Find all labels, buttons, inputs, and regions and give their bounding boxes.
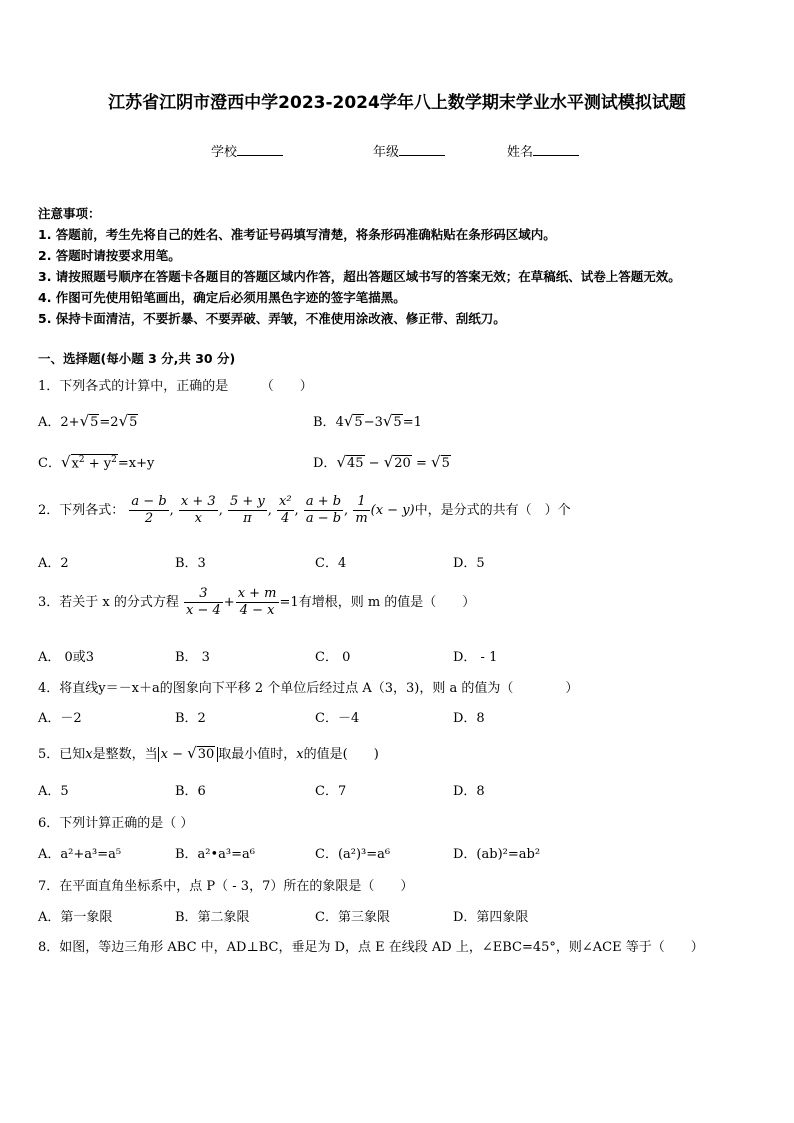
q5-option-a[interactable]: A．5 xyxy=(38,784,69,799)
fraction: $\frac{a - b}{2}$ xyxy=(131,494,167,526)
school-field[interactable]: 学校 xyxy=(211,141,283,160)
q2-option-b[interactable]: B．3 xyxy=(175,556,206,571)
section-heading: 一、选择题(每小题 3 分,共 30 分) xyxy=(38,351,236,366)
q4-option-c[interactable]: C．－4 xyxy=(315,711,360,726)
q3-option-a[interactable]: A． 0或3 xyxy=(38,650,95,665)
q3-option-c[interactable]: C． 0 xyxy=(315,650,351,665)
question-5-stem: 5．已知x是整数，当 x − √30 取最小值时，x的值是( ) xyxy=(38,744,379,762)
q6-option-b[interactable]: B．a²•a³=a⁶ xyxy=(175,847,255,862)
q7-option-a[interactable]: A．第一象限 xyxy=(38,910,113,925)
exam-title: 江苏省江阴市澄西中学2023-2024学年八上数学期末学业水平测试模拟试题 xyxy=(108,93,686,113)
fraction: $\frac{\text{x²}}{4}$ xyxy=(279,494,292,526)
q5-option-c[interactable]: C．7 xyxy=(315,784,347,799)
q1-option-a[interactable]: A．2+√5=2√5 xyxy=(38,412,138,430)
q3-option-d[interactable]: D． - 1 xyxy=(453,650,498,665)
grade-field[interactable]: 年级 xyxy=(373,141,445,160)
question-1-stem: 1．下列各式的计算中，正确的是 （ ） xyxy=(38,379,313,394)
q6-option-d[interactable]: D．(ab)²=ab² xyxy=(453,847,541,862)
q5-option-d[interactable]: D．8 xyxy=(453,784,485,799)
fraction: $\frac{3}{x - 4}$ xyxy=(186,586,221,618)
fraction: $\frac{x + m}{4 - x}$ xyxy=(237,586,277,618)
question-3-stem: 3．若关于 x 的分式方程 $\frac{3}{x - 4}$ + $\frac{x + m}{4 - x}$ =1有增根，则 m 的值是（ ） xyxy=(38,586,476,618)
q7-option-b[interactable]: B．第二象限 xyxy=(175,910,250,925)
q1-option-d[interactable]: D．√45 − √20 = √5 xyxy=(313,453,450,471)
question-2-stem: 2．下列各式： $\frac{a - b}{2}$ , $\frac{x + 3}{x}$ , $\frac{5 + y}{\pi}$ , $\frac{\text{x²}}{4}$ , $\frac{a + b}{a - b}$ , $\frac{1}{m}$ (x − y)中，是分式的共有（ ）个 xyxy=(38,494,571,526)
q6-option-c[interactable]: C．(a²)³=a⁶ xyxy=(315,847,391,862)
fraction: $\frac{1}{m}$ xyxy=(355,494,368,526)
notice-item: 1. 答题前，考生先将自己的姓名、准考证号码填写清楚，将条形码准确粘贴在条形码区域内。 xyxy=(38,227,556,242)
q3-option-b[interactable]: B． 3 xyxy=(175,650,210,665)
q6-option-a[interactable]: A．a²+a³=a⁵ xyxy=(38,847,122,862)
fraction: $\frac{a + b}{a - b}$ xyxy=(305,494,342,526)
question-6-stem: 6．下列计算正确的是（ ） xyxy=(38,816,194,831)
fraction: $\frac{x + 3}{x}$ xyxy=(180,494,216,526)
q2-option-c[interactable]: C．4 xyxy=(315,556,347,571)
q4-option-a[interactable]: A．－2 xyxy=(38,711,82,726)
question-8-stem: 8．如图，等边三角形 ABC 中，AD⊥BC，垂足为 D，点 E 在线段 AD 上，∠EBC=45°，则∠ACE 等于（ ） xyxy=(38,940,704,955)
q1-option-c[interactable]: C．$√x^2 + y^2=x+y$ xyxy=(38,453,155,471)
q5-option-b[interactable]: B．6 xyxy=(175,784,206,799)
q4-option-d[interactable]: D．8 xyxy=(453,711,485,726)
q1-option-b[interactable]: B．4√5−3√5=1 xyxy=(313,412,422,430)
fraction: $\frac{5 + y}{\pi}$ xyxy=(229,494,265,526)
notice-item: 4. 作图可先使用铅笔画出，确定后必须用黑色字迹的签字笔描黑。 xyxy=(38,290,406,305)
notice-item: 3. 请按照题号顺序在答题卡各题目的答题区域内作答，超出答题区域书写的答案无效；在草稿纸、试卷上答题无效。 xyxy=(38,269,681,284)
q2-option-d[interactable]: D．5 xyxy=(453,556,485,571)
name-field[interactable]: 姓名 xyxy=(507,141,579,160)
q4-option-b[interactable]: B．2 xyxy=(175,711,206,726)
q2-option-a[interactable]: A．2 xyxy=(38,556,69,571)
notice-item: 2. 答题时请按要求用笔。 xyxy=(38,248,181,263)
notice-block xyxy=(38,203,681,329)
notice-item: 5. 保持卡面清洁，不要折暴、不要弄破、弄皱，不准使用涂改液、修正带、刮纸刀。 xyxy=(38,311,506,326)
q7-option-d[interactable]: D．第四象限 xyxy=(453,910,529,925)
notice-heading: 注意事项： xyxy=(38,206,101,221)
question-4-stem: 4．将直线y＝－x＋a的图象向下平移 2 个单位后经过点 A（3，3)，则 a 的值为（ ） xyxy=(38,681,579,696)
question-7-stem: 7．在平面直角坐标系中，点 P（ - 3，7）所在的象限是（ ） xyxy=(38,879,414,894)
q7-option-c[interactable]: C．第三象限 xyxy=(315,910,390,925)
